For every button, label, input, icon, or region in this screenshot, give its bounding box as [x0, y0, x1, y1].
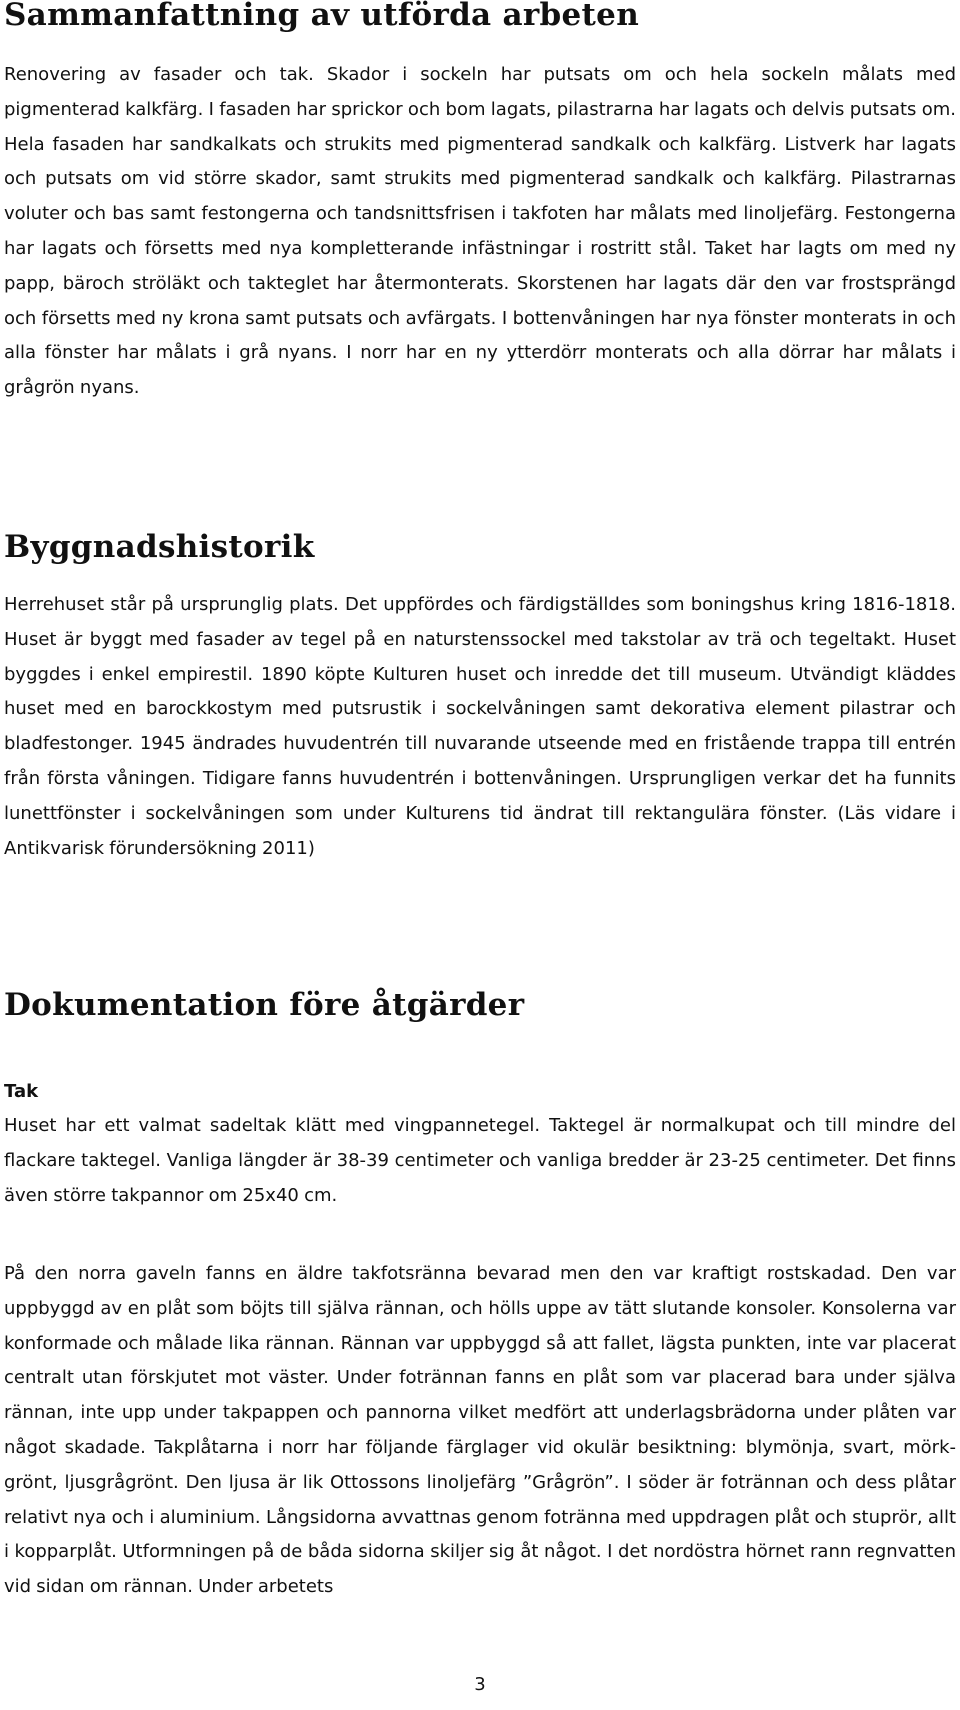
summary-heading: Sammanfattning av utförda arbeten — [4, 0, 640, 33]
summary-paragraph: Renovering av fasader och tak. Skador i sockeln har putsats om och hela sockeln målats med pigmenterad kalkfärg. I fasaden har sprickor och bom lagats, pilastrarna har lagats och delvis putsats om. Hela fasaden har sandkalkats och strukits med pigmenterad sandkalk och kalkfärg. Listverk har lagats och putsats om vid större skador, samt strukits med pigmenterad sandkalk och kalkfärg. Pilastrarnas voluter och bas samt festongerna och tandsnittsfrisen i takfoten har målats med linoljefärg. Festongerna har lagats och försetts med nya kompletterande infästningar i rostritt stål. Taket har lagts om med ny papp, bäroch ströläkt och takteglet har återmonterats. Skorstenen har lagats där den var frostsprängd och försetts med ny krona samt putsats och avfärgats. I bottenvåningen har nya fönster monterats in och alla fönster har målats i grå nyans. I norr har en ny ytterdörr monterats och alla dörrar har målats i grågrön nyans. — [4, 64, 956, 399]
documentation-heading: Dokumentation före åtgärder — [4, 987, 525, 1023]
roof-paragraph-1: Huset har ett valmat sadeltak klätt med vingpannetegel. Taktegel är normalkupat och till mindre del flackare taktegel. Vanliga längder är 38-39 centimeter och vanliga bredder är 23-25 centimeter. Det finns även större takpannor om 25x40 cm. — [4, 1115, 956, 1206]
page-number: 3 — [474, 1674, 486, 1695]
history-heading: Byggnadshistorik — [4, 529, 315, 565]
history-paragraph: Herrehuset står på ursprunglig plats. Det uppfördes och färdigställdes som boningshus kring 1816-1818. Huset är byggt med fasader av tegel på en naturstenssockel med takstolar av trä och tegeltakt. Huset byggdes i enkel empirestil. 1890 köpte Kulturen huset och inredde det till museum. Utvändigt kläddes huset med en barockkostym med putsrustik i sockelvåningen samt dekorativa element pilastrar och bladfestonger. 1945 ändrades huvudentrén till nuvarande utseende med en fristående trappa till entrén från första våningen. Tidigare fanns huvudentrén i bottenvåningen. Ursprungligen verkar det ha funnits lunettfönster i sockelvåningen som under Kulturens tid ändrat till rektangulära fönster. (Läs vidare i Antikvarisk förundersökning 2011) — [4, 594, 956, 859]
roof-subheading: Tak — [4, 1081, 39, 1102]
roof-paragraph-2: På den norra gaveln fanns en äldre takfotsränna bevarad men den var kraftigt rostskadad. Den var uppbyggd av en plåt som böjts till själva rännan, och hölls uppe av tätt slutande konsoler. Konsolerna var konformade och målade lika rännan. Rännan var uppbyggd så att fallet, lägsta punkten, inte var placerat centralt utan förskjutet mot väster. Under fotrännan fanns en plåt som var placerad bara under själva rännan, inte upp under takpappen och pannorna vilket medfört att underlagsbrädorna under plåten var något skadade. Takplåtarna i norr har följande färglager vid okulär besiktning: blymönja, svart, mörkgrönt, ljusgrågrönt. Den ljusa är lik Ottossons linoljefärg ”Grågrön”. I söder är fotrännan och dess plåtar relativt nya och i aluminium. Långsidorna avvattnas genom fotränna med uppdragen plåt och stuprör, allt i kopparplåt. Utformningen på de båda sidorna skiljer sig åt något. I det nordöstra hörnet rann regnvatten vid sidan om rännan. Under arbetets — [4, 1263, 956, 1598]
